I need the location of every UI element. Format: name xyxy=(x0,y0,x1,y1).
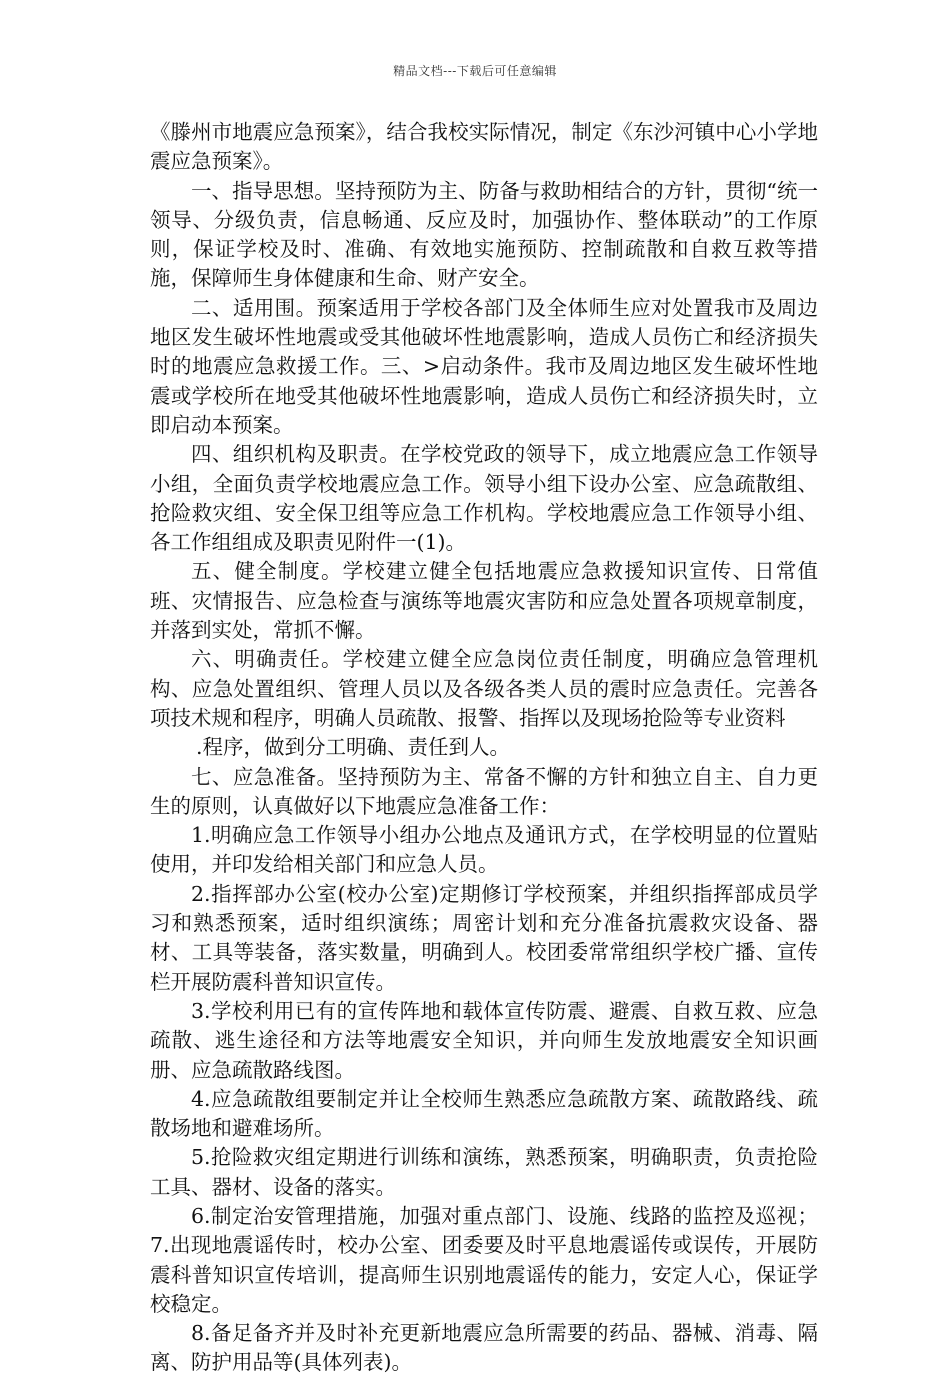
list-item-1: 1.明确应急工作领导小组办公地点及通讯方式，在学校明显的位置贴使用，并印发给相关部门和应急人员。 xyxy=(150,823,818,877)
page-header: 精品文档---下载后可任意编辑 xyxy=(393,64,557,78)
document-body xyxy=(150,118,818,1378)
list-item-6-7: 6.制定治安管理措施，加强对重点部门、设施、线路的监控及巡视； 7.出现地震谣传时，校办公室、团委要及时平息地震谣传或误传，开展防震科普知识宣传培训，提高师生识别地震谣传的能力，安定人心，保证学校稳定。 xyxy=(150,1203,818,1316)
paragraph-scope: 二、适用围。预案适用于学校各部门及全体师生应对处置我市及周边地区发生破坏性地震或受其他破坏性地震影响，造成人员伤亡和经济损失时的地震应急救援工作。三、>启动条件。我市及周边地区发生破坏性地震或学校所在地受其他破坏性地震影响，造成人员伤亡和经济损失时，立即启动本预案。 xyxy=(150,295,818,437)
list-item-8: 8.备足备齐并及时补充更新地震应急所需要的药品、器械、消毒、隔离、防护用品等(具体列表)。 xyxy=(150,1321,818,1375)
paragraph-preparation: 七、应急准备。坚持预防为主、常备不懈的方针和独立自主、自力更生的原则，认真做好以下地震应急准备工作： xyxy=(150,764,818,818)
list-item-5: 5.抢险救灾组定期进行训练和演练，熟悉预案，明确职责，负责抢险工具、器材、设备的落实。 xyxy=(150,1145,818,1199)
paragraph-responsibility: 六、明确责任。学校建立健全应急岗位责任制度，明确应急管理机构、应急处置组织、管理人员以及各级各类人员的震时应急责任。完善各项技术规和程序，明确人员疏散、报警、指挥以及现场抢险等专业资料 xyxy=(150,647,818,730)
paragraph-intro: 《滕州市地震应急预案》，结合我校实际情况，制定《东沙河镇中心小学地震应急预案》。 xyxy=(150,120,818,174)
list-item-4: 4.应急疏散组要制定并让全校师生熟悉应急疏散方案、疏散路线、疏散场地和避难场所。 xyxy=(150,1086,818,1141)
list-item-3: 3.学校利用已有的宣传阵地和载体宣传防震、避震、自救互救、应急疏散、逃生途径和方法等地震安全知识，并向师生发放地震安全知识画册、应急疏散路线图。 xyxy=(150,998,818,1082)
paragraph-guiding-ideology: 一、指导思想。坚持预防为主、防备与救助相结合的方针，贯彻“统一领导、分级负责，信息畅通、反应及时，加强协作、整体联动”的工作原则，保证学校及时、准确、有效地实施预防、控制疏散和自救互救等措施，保障师生身体健康和生命、财产安全。 xyxy=(150,178,818,291)
list-item-2: 2.指挥部办公室(校办公室)定期修订学校预案，并组织指挥部成员学习和熟悉预案，适时组织演练；周密计划和充分准备抗震救灾设备、器材、工具等装备，落实数量，明确到人。校团委常常组织学校广播、宣传栏开展防震科普知识宣传。 xyxy=(150,881,818,994)
paragraph-organization: 四、组织机构及职责。在学校党政的领导下，成立地震应急工作领导小组，全面负责学校地震应急工作。领导小组下设办公室、应急疏散组、抢险救灾组、安全保卫组等应急工作机构。学校地震应急工作领导小组、各工作组组成及职责见附件一(1)。 xyxy=(150,442,818,555)
paragraph-procedure: .程序，做到分工明确、责任到人。 xyxy=(196,735,511,760)
paragraph-system: 五、健全制度。学校建立健全包括地震应急救援知识宣传、日常值班、灾情报告、应急检查与演练等地震灾害防和应急处置各项规章制度，并落到实处，常抓不懈。 xyxy=(150,559,818,643)
